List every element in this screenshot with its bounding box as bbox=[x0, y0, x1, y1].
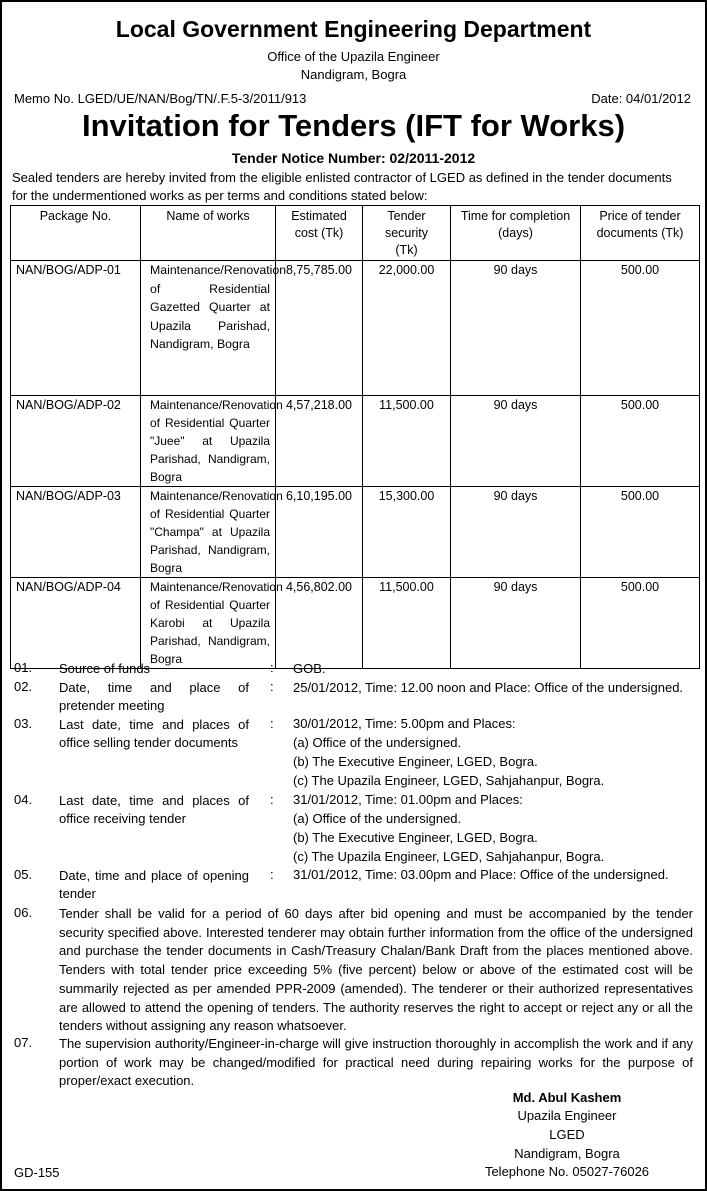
intro-line: Sealed tenders are hereby invited from the eligible enlisted contractor of LGED as defined in the tender documents bbox=[12, 170, 672, 185]
condition-paragraph: The supervision authority/Engineer-in-charge will give instruction thoroughly in accomplish the work and if any portion of work may be changed/modified for practical need during repairing works for the purpose of proper/exact execution. bbox=[59, 1036, 693, 1089]
condition-place-item: (b) The Executive Engineer, LGED, Bogra. bbox=[293, 754, 538, 769]
condition-place-item: (a) Office of the undersigned. bbox=[293, 735, 462, 750]
condition-colon: : bbox=[270, 716, 274, 731]
tender-security: 22,000.00 bbox=[363, 261, 451, 396]
condition-number: 03. bbox=[14, 716, 33, 731]
condition-place-item: (a) Office of the undersigned. bbox=[293, 811, 462, 826]
tender-security: 11,500.00 bbox=[363, 578, 451, 669]
package-number: NAN/BOG/ADP-02 bbox=[11, 396, 141, 487]
condition-label: Last date, time and places of office selling tender documents bbox=[59, 717, 249, 750]
notice-date: Date: 04/01/2012 bbox=[591, 91, 691, 106]
footer-code: GD-155 bbox=[14, 1165, 60, 1180]
condition-label: Date, time and place of pretender meeting bbox=[59, 680, 249, 713]
estimated-cost: 6,10,195.00 bbox=[276, 487, 363, 578]
column-header: Estimated cost (Tk) bbox=[276, 206, 363, 261]
table-row bbox=[11, 261, 700, 396]
column-header: Time for completion (days) bbox=[451, 206, 581, 261]
condition-label: Source of funds bbox=[59, 661, 151, 676]
condition-value: 31/01/2012, Time: 01.00pm and Places: bbox=[293, 792, 523, 807]
notice-title: Invitation for Tenders (IFT for Works) bbox=[81, 108, 626, 143]
intro-line: for the undermentioned works as per terms and conditions stated below: bbox=[12, 188, 428, 203]
condition-label: Date, time and place of opening tender bbox=[59, 868, 249, 901]
office-name: Office of the Upazila Engineer bbox=[267, 49, 440, 64]
signatory-designation: Upazila Engineer bbox=[517, 1108, 617, 1123]
column-header: Name of works bbox=[141, 206, 276, 261]
memo-number: Memo No. LGED/UE/NAN/Bog/TN/.F.5-3/2011/913 bbox=[14, 91, 307, 106]
signatory-place: Nandigram, Bogra bbox=[514, 1146, 620, 1161]
organization-title: Local Government Engineering Department bbox=[115, 16, 592, 42]
package-number: NAN/BOG/ADP-01 bbox=[11, 261, 141, 396]
condition-colon: : bbox=[270, 660, 274, 675]
table-row bbox=[11, 578, 700, 669]
office-address: Nandigram, Bogra bbox=[300, 67, 407, 82]
signatory-phone: Telephone No. 05027-76026 bbox=[484, 1164, 650, 1179]
package-number: NAN/BOG/ADP-03 bbox=[11, 487, 141, 578]
condition-colon: : bbox=[270, 792, 274, 807]
table-header-row bbox=[11, 206, 700, 261]
package-number: NAN/BOG/ADP-04 bbox=[11, 578, 141, 669]
condition-place-item: (b) The Executive Engineer, LGED, Bogra. bbox=[293, 830, 538, 845]
column-header: Tender security (Tk) bbox=[363, 206, 451, 261]
signatory-name: Md. Abul Kashem bbox=[512, 1090, 622, 1105]
condition-value: 31/01/2012, Time: 03.00pm and Place: Office of the undersigned. bbox=[293, 867, 669, 882]
completion-time: 90 days bbox=[451, 261, 581, 396]
completion-time: 90 days bbox=[451, 396, 581, 487]
condition-number: 05. bbox=[14, 867, 33, 882]
estimated-cost: 8,75,785.00 bbox=[276, 261, 363, 396]
estimated-cost: 4,57,218.00 bbox=[276, 396, 363, 487]
condition-number: 01. bbox=[14, 660, 33, 675]
document-price: 500.00 bbox=[581, 578, 700, 669]
work-name: Maintenance/Renovation of Residential Quarter Karobi at Upazila Parishad, Nandigram, Bogra bbox=[141, 578, 276, 669]
work-name: Maintenance/Renovation of Residential Quarter "Juee" at Upazila Parishad, Nandigram, Bogra bbox=[141, 396, 276, 487]
tender-security: 11,500.00 bbox=[363, 396, 451, 487]
table-row bbox=[11, 396, 700, 487]
condition-value: 25/01/2012, Time: 12.00 noon and Place: Office of the undersigned. bbox=[293, 680, 684, 695]
work-name: Maintenance/Renovation of Residential Gazetted Quarter at Upazila Parishad, Nandigram, Bogra bbox=[141, 261, 276, 396]
completion-time: 90 days bbox=[451, 578, 581, 669]
document-price: 500.00 bbox=[581, 487, 700, 578]
condition-label: Last date, time and places of office receiving tender bbox=[59, 793, 249, 826]
column-header: Price of tender documents (Tk) bbox=[581, 206, 700, 261]
condition-paragraph: Tender shall be valid for a period of 60 days after bid opening and must be accompanied by the tender security specified above. Interested tenderer may obtain further information from the office of the undersigned and purchase the tender documents in Cash/Treasury Chalan/Bank Draft from the places mentioned above. Tenders with total tender price exceeding 5% (five percent) below or above of the estimated cost will be summarily rejected as per amended PPR-2009 (amended). The tenderer or their authorized representatives are allowed to attend the opening of tenders. The authority reserves the right to accept or reject any or all the tenders without assigning any reason whatsoever. bbox=[59, 906, 693, 1034]
column-header: Package No. bbox=[11, 206, 141, 261]
condition-place-item: (c) The Upazila Engineer, LGED, Sahjahanpur, Bogra. bbox=[293, 849, 605, 864]
condition-value: 30/01/2012, Time: 5.00pm and Places: bbox=[293, 716, 516, 731]
condition-colon: : bbox=[270, 867, 274, 882]
condition-value: GOB. bbox=[293, 661, 326, 676]
signatory-org: LGED bbox=[549, 1127, 585, 1142]
tender-security: 15,300.00 bbox=[363, 487, 451, 578]
document-price: 500.00 bbox=[581, 396, 700, 487]
tender-notice-number: Tender Notice Number: 02/2011-2012 bbox=[231, 150, 476, 166]
condition-number: 02. bbox=[14, 679, 33, 694]
completion-time: 90 days bbox=[451, 487, 581, 578]
condition-colon: : bbox=[270, 679, 274, 694]
condition-number: 04. bbox=[14, 792, 33, 807]
estimated-cost: 4,56,802.00 bbox=[276, 578, 363, 669]
condition-number: 06. bbox=[14, 905, 33, 920]
condition-number: 07. bbox=[14, 1035, 33, 1050]
document-price: 500.00 bbox=[581, 261, 700, 396]
table-row bbox=[11, 487, 700, 578]
tender-table bbox=[10, 205, 700, 669]
work-name: Maintenance/Renovation of Residential Quarter "Champa" at Upazila Parishad, Nandigram, Bogra bbox=[141, 487, 276, 578]
condition-place-item: (c) The Upazila Engineer, LGED, Sahjahanpur, Bogra. bbox=[293, 773, 605, 788]
